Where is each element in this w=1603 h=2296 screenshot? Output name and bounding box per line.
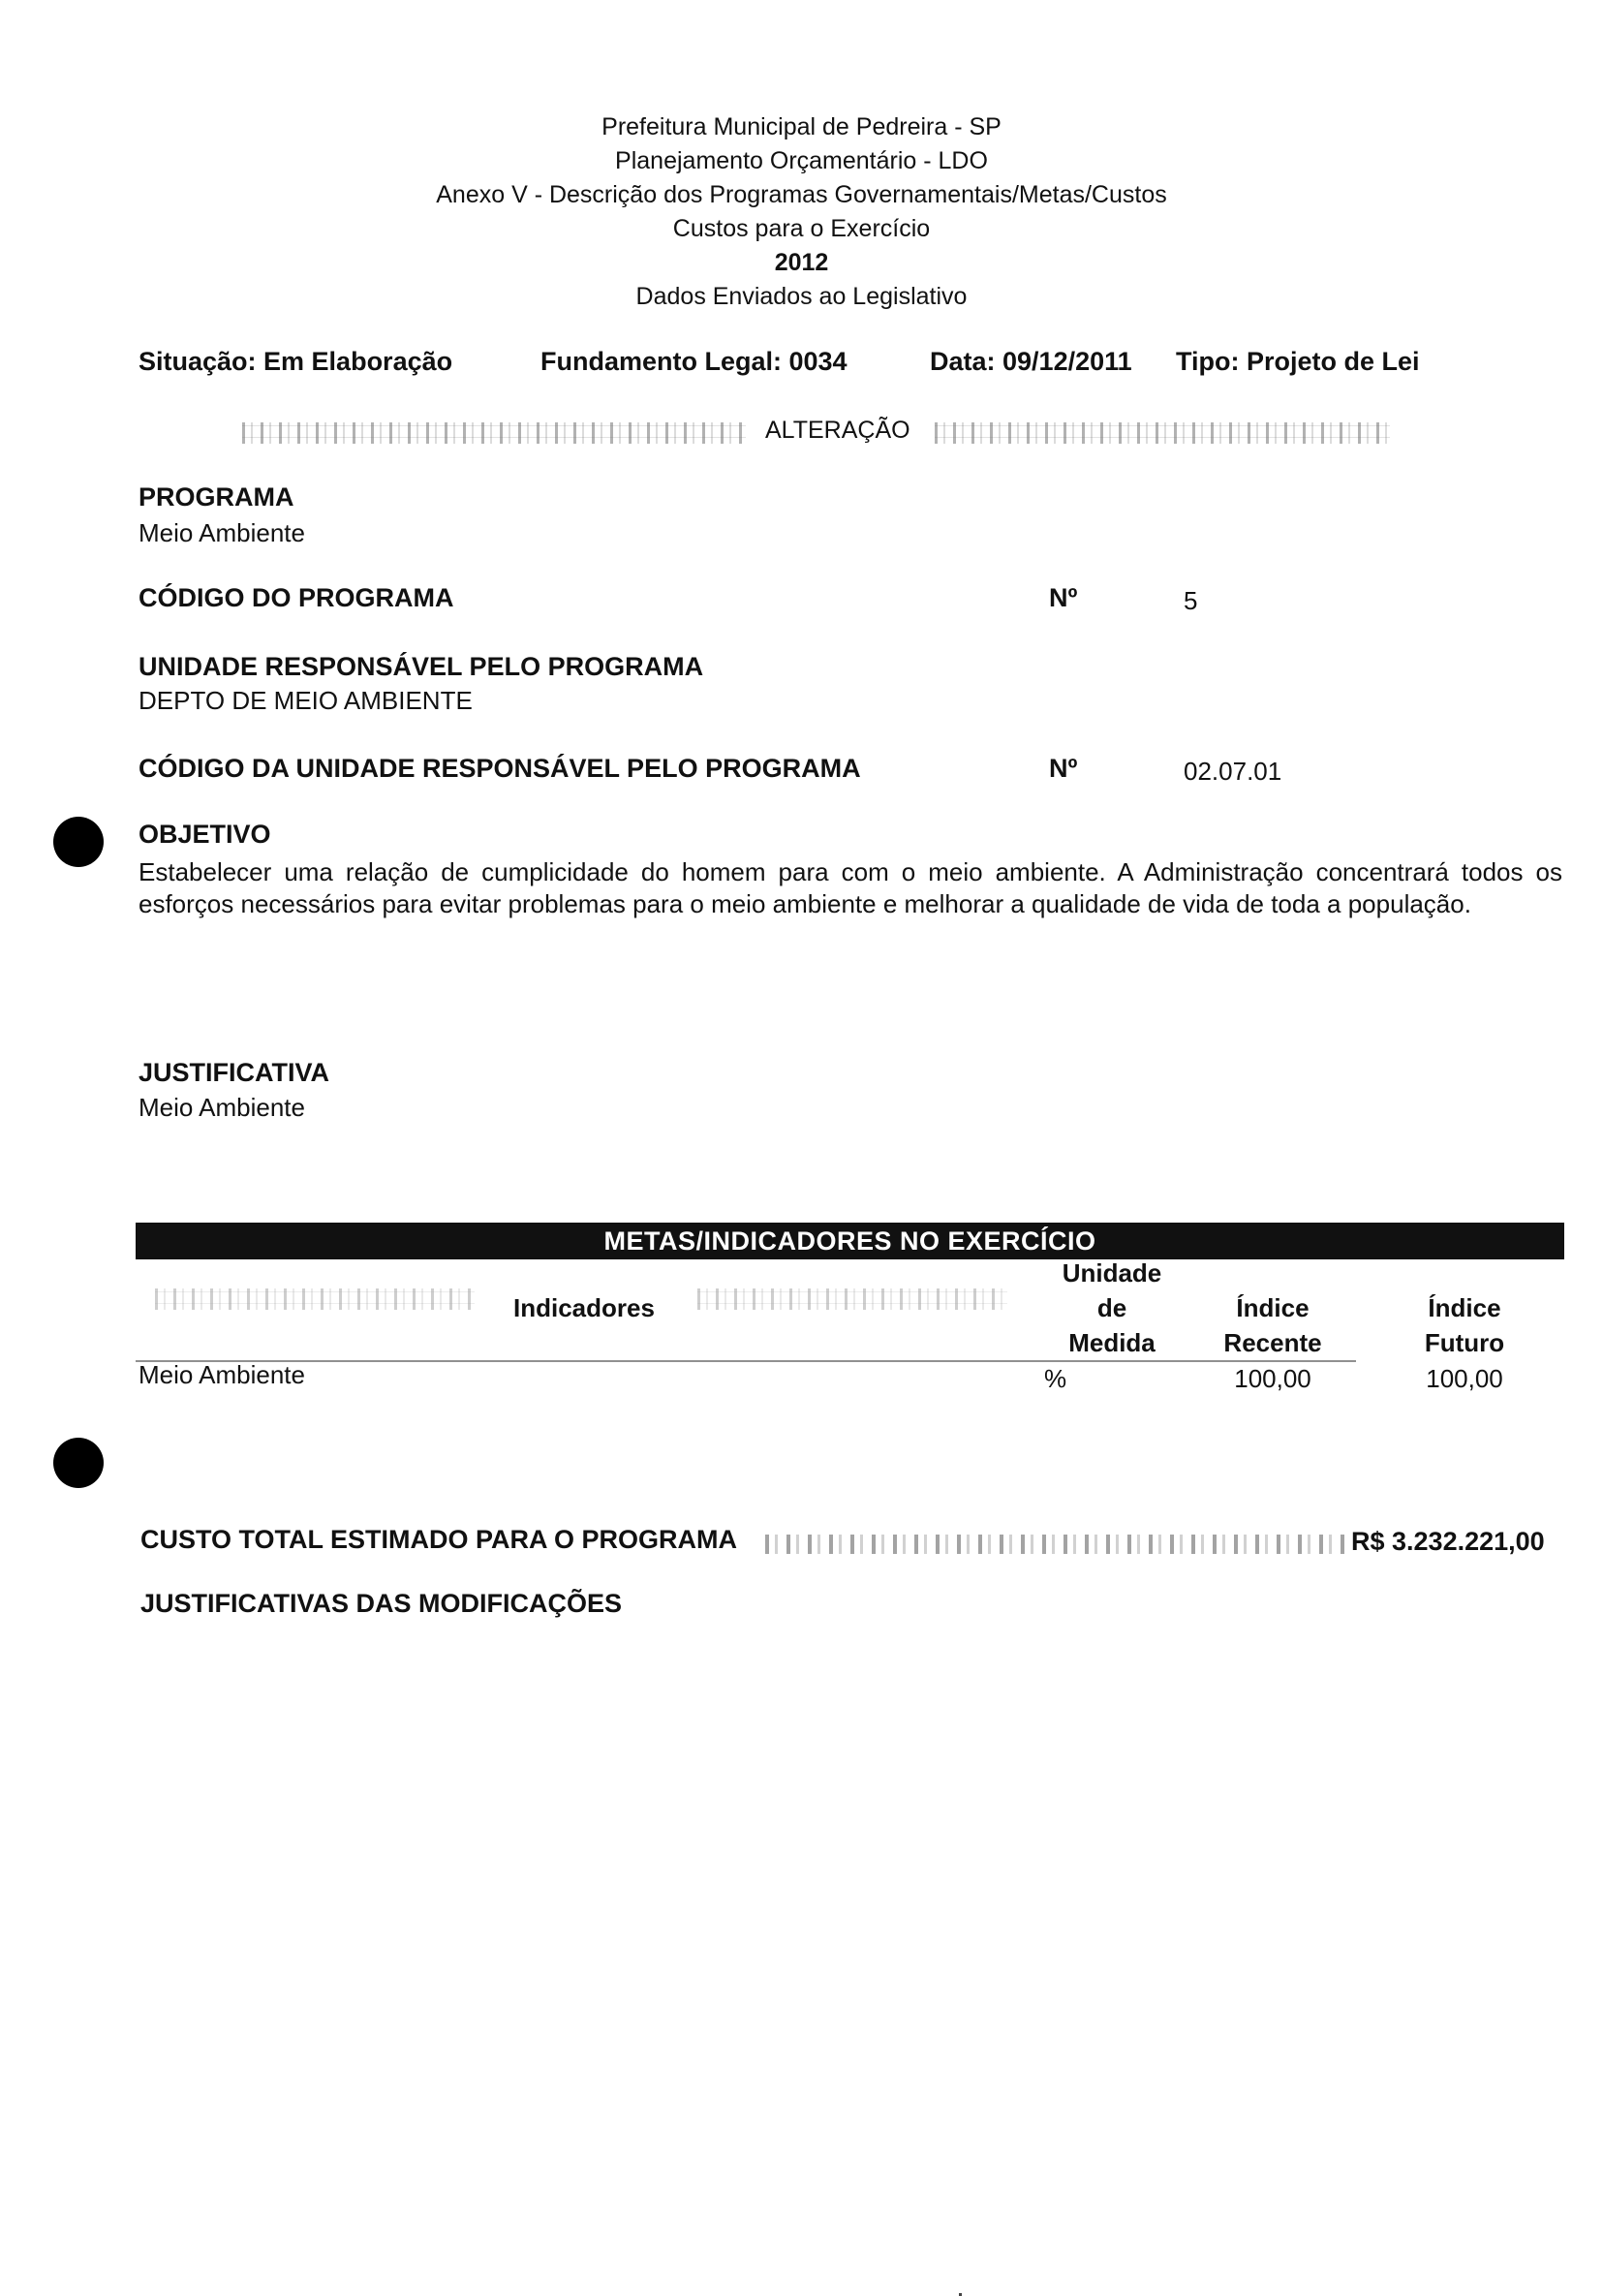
tipo-field: Tipo: Projeto de Lei [1176,347,1420,376]
situacao-field: Situação: Em Elaboração [139,347,453,376]
header-line-annex: Anexo V - Descrição dos Programas Governamentais/Metas/Custos [436,181,1167,208]
codigo-programa-no-label: Nº [1049,583,1078,612]
codigo-unidade-value: 02.07.01 [1184,757,1282,786]
col-header-unidade-3: Medida [1068,1328,1156,1357]
data-field: Data: 09/12/2011 [930,347,1132,376]
custo-total-label: CUSTO TOTAL ESTIMADO PARA O PROGRAMA [140,1525,738,1554]
scan-noise-left [242,422,746,444]
status-alteracao: ALTERAÇÃO [765,417,910,444]
header-line-municipality: Prefeitura Municipal de Pedreira - SP [601,113,1002,140]
col-header-futuro-2: Futuro [1424,1328,1505,1357]
justificativas-modificacoes-label: JUSTIFICATIVAS DAS MODIFICAÇÕES [140,1589,623,1618]
table-row-unidade: % [1044,1364,1067,1393]
header-line-planning: Planejamento Orçamentário - LDO [615,147,988,174]
objetivo-label: OBJETIVO [139,820,271,849]
table-header-rule [136,1360,1356,1362]
codigo-programa-label: CÓDIGO DO PROGRAMA [139,583,454,612]
table-row-indicador: Meio Ambiente [139,1360,305,1389]
custo-leader-dots [765,1535,1346,1554]
header-line-costs: Custos para o Exercício [672,215,931,242]
punch-hole-bottom [53,1438,104,1488]
punch-hole-top [53,817,104,867]
col-header-recente-2: Recente [1223,1328,1322,1357]
col-header-indicadores: Indicadores [513,1293,655,1322]
header-line-legislative: Dados Enviados ao Legislativo [635,283,968,310]
col-header-recente-1: Índice [1236,1293,1310,1322]
scan-noise-right [935,422,1390,444]
table-row-recente: 100,00 [1234,1364,1311,1393]
header-year: 2012 [774,249,829,276]
justificativa-label: JUSTIFICATIVA [139,1058,330,1087]
programa-label: PROGRAMA [139,482,294,512]
unidade-label: UNIDADE RESPONSÁVEL PELO PROGRAMA [139,652,704,681]
programa-value: Meio Ambiente [139,518,305,547]
metas-title: METAS/INDICADORES NO EXERCÍCIO [594,1223,1105,1259]
unidade-value: DEPTO DE MEIO AMBIENTE [139,686,473,715]
justificativa-value: Meio Ambiente [139,1093,305,1122]
metas-title-bar [136,1223,1564,1259]
header-noise-1 [155,1288,475,1310]
fundamento-field: Fundamento Legal: 0034 [540,347,848,376]
codigo-unidade-no-label: Nº [1049,754,1078,783]
objetivo-text: Estabelecer uma relação de cumplicidade do homem para com o meio ambiente. A Administração concentrará todos os esforços necessários para evitar problemas para o meio ambiente e melhorar a qualidade de vida de toda a população. [139,857,1562,918]
col-header-unidade-2: de [1096,1293,1127,1322]
codigo-programa-value: 5 [1184,586,1198,615]
table-row-futuro: 100,00 [1426,1364,1503,1393]
col-header-futuro-1: Índice [1428,1293,1501,1322]
col-header-unidade-1: Unidade [1062,1258,1162,1288]
header-noise-2 [697,1288,1007,1310]
codigo-unidade-label: CÓDIGO DA UNIDADE RESPONSÁVEL PELO PROGRAMA [139,754,861,783]
custo-total-value: R$ 3.232.221,00 [1351,1527,1545,1556]
